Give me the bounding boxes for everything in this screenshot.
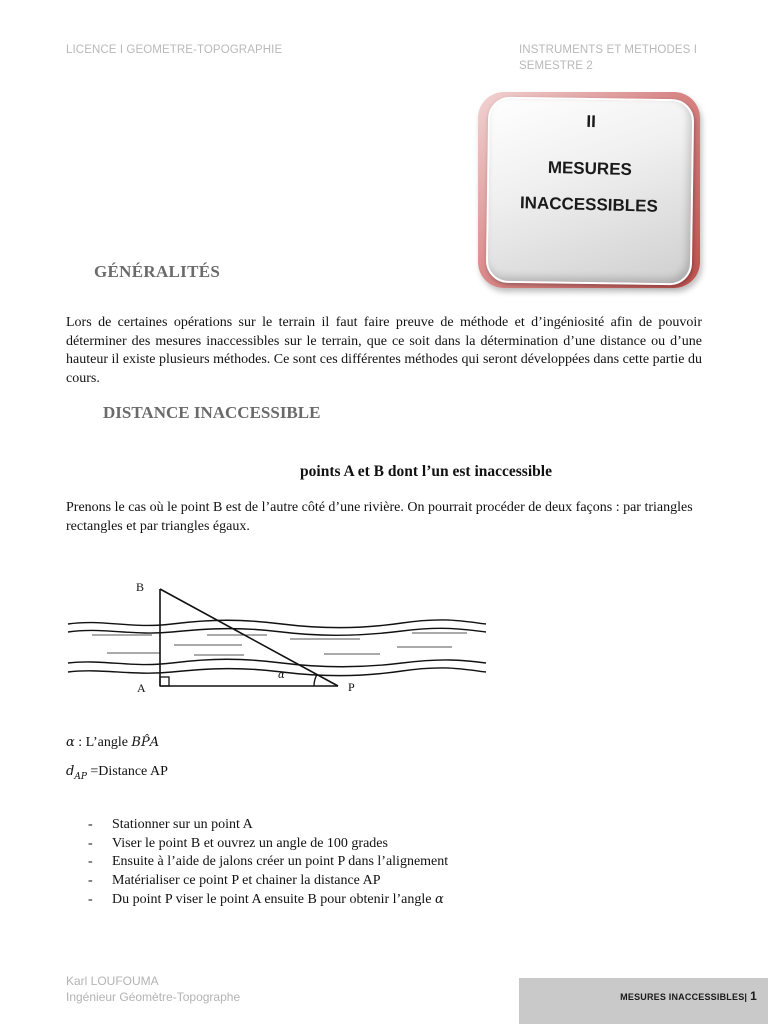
- list-item: - Ensuite à l’aide de jalons créer un point P dans l’alignement: [88, 854, 449, 870]
- step-text: Matérialiser ce point P et chainer la distance AP: [112, 873, 381, 889]
- alpha-definition-text: : L’angle: [74, 735, 132, 750]
- chapter-title-line1: MESURES: [547, 157, 633, 180]
- label-a: A: [137, 681, 146, 695]
- chapter-title-line2: INACCESSIBLES: [519, 193, 659, 216]
- header-module-title: INSTRUMENTS ET METHODES I: [519, 44, 697, 56]
- header-semester: SEMESTRE 2: [519, 60, 593, 72]
- section-heading-distance: DISTANCE INACCESSIBLE: [103, 403, 321, 422]
- subsection-heading: points A et B dont l’un est inaccessible: [300, 463, 552, 480]
- angle-alpha-arc: [314, 675, 317, 687]
- water-lines: [92, 633, 467, 655]
- list-item: - Viser le point B et ouvrez un angle de 100 grades: [88, 835, 388, 851]
- footer-author-block: [66, 973, 240, 1005]
- footer-separator: |: [744, 992, 748, 1002]
- procedure-steps: [88, 816, 448, 910]
- label-p: P: [348, 680, 355, 694]
- label-alpha: α: [278, 670, 285, 681]
- river-triangle-diagram: [62, 575, 492, 700]
- footer-chapter-label: [519, 989, 757, 1003]
- step-text: Du point P viser le point A ensuite B pour obtenir l’angle: [112, 891, 435, 907]
- step-text: Ensuite à l’aide de jalons créer un point P dans l’alignement: [112, 854, 449, 870]
- definition-alpha: [66, 735, 159, 751]
- chapter-card-text: [489, 109, 692, 217]
- step-alpha-symbol: α: [435, 891, 444, 907]
- footer-role: Ingénieur Géomètre-Topographe: [66, 990, 241, 1004]
- river-bank-bottom-2: [68, 668, 486, 676]
- footer-chapter: MESURES INACCESSIBLES: [620, 992, 745, 1002]
- header-module: [519, 42, 739, 74]
- distance-symbol: d: [66, 764, 75, 779]
- label-b: B: [136, 580, 145, 594]
- header-course-title: LICENCE I GEOMETRE-TOPOGRAPHIE: [66, 44, 283, 56]
- footer-author: Karl LOUFOUMA: [66, 974, 159, 988]
- intro-paragraph: Lors de certaines opérations sur le terrain il faut faire preuve de méthode et d’ingéniosité afin de pouvoir déterminer des mesures inaccessibles sur le terrain, que ce soit dans la détermination d’une distance ou d’une hauteur il existe plusieurs méthodes. Ce sont ces différentes méthodes qui seront développées dans cette partie du cours.: [66, 315, 702, 386]
- distance-definition-text: =Distance AP: [86, 764, 168, 779]
- step-text: Stationner sur un point A: [112, 817, 253, 832]
- definition-distance: [66, 764, 168, 782]
- alpha-symbol: α: [66, 735, 75, 750]
- right-angle-marker: [160, 677, 169, 686]
- section-heading-generalites: GÉNÉRALITÉS: [94, 262, 221, 281]
- angle-notation: BP̂A: [131, 735, 160, 750]
- river-bank-top-1: [68, 620, 486, 628]
- step-text: Viser le point B et ouvrez un angle de 100 grades: [112, 835, 388, 851]
- list-item: - Matérialiser ce point P et chainer la distance AP: [88, 873, 381, 889]
- distance-subscript: AP: [74, 771, 87, 782]
- river-bank-top-2: [68, 628, 486, 635]
- chapter-number: II: [586, 111, 597, 132]
- river-bank-bottom-1: [68, 659, 486, 667]
- list-item: - Stationner sur un point A: [88, 817, 253, 832]
- method-paragraph: Prenons le cas où le point B est de l’autre côté d’une rivière. On pourrait procéder de deux façons : par triangles rectangles et par triangles égaux.: [66, 500, 693, 534]
- segment-bp: [160, 589, 338, 686]
- list-item: - Du point P viser le point A ensuite B pour obtenir l’angle α: [88, 891, 444, 907]
- page-number: 1: [750, 989, 757, 1003]
